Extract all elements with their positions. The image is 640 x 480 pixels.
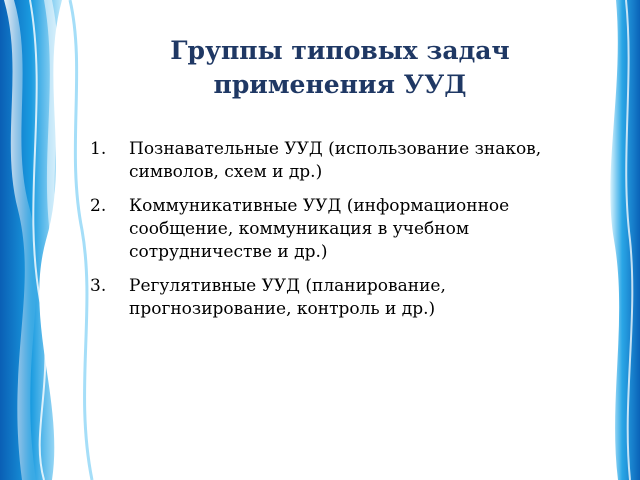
list-item [90,138,590,184]
list-item-text: Регулятивные УУД (планирование, прогнозирование, контроль и др.) [129,276,446,319]
list-item [90,275,590,321]
list-item-number: 3. [90,276,107,296]
list-item [90,195,590,264]
slide-content [90,0,590,480]
list-item-number: 1. [90,139,107,159]
task-groups-list [90,138,590,332]
right-wave-decoration [600,0,640,480]
title-line-1: Группы типовых задач [170,36,510,65]
title-line-2: применения УУД [213,70,467,99]
slide-title [90,34,590,102]
list-item-number: 2. [90,196,107,216]
list-item-text: Коммуникативные УУД (информационное сообщение, коммуникация в учебном сотрудничестве и др.) [129,196,510,262]
list-item-text: Познавательные УУД (использование знаков, символов, схем и др.) [129,139,542,182]
